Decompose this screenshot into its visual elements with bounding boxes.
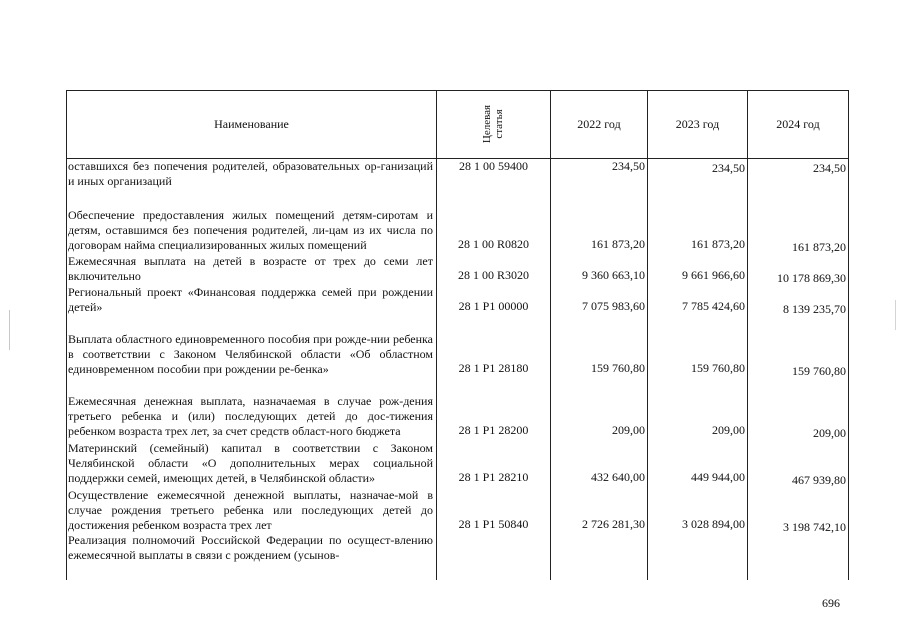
table-row (67, 533, 849, 581)
row-2023: 3 028 894,00 (648, 486, 748, 533)
table-row (67, 191, 849, 253)
header-year-2023: 2023 год (648, 91, 748, 159)
header-target-article-text (481, 105, 505, 143)
row-name: оставшихся без попечения родителей, образовательных ор-ганизаций и иных организаций (67, 159, 437, 191)
row-code: 28 1 00 59400 (437, 159, 551, 191)
row-2023: 209,00 (648, 377, 748, 439)
row-code: 28 1 00 R3020 (437, 253, 551, 284)
row-2022 (551, 533, 648, 581)
row-2024: 467 939,80 (748, 441, 849, 488)
row-2024: 234,50 (748, 161, 849, 193)
row-2023: 234,50 (648, 161, 748, 193)
header-target-article (437, 91, 551, 159)
row-name: Региональный проект «Финансовая поддержка семей при рождении детей» (67, 284, 437, 315)
row-2022: 161 873,20 (551, 191, 648, 253)
row-2024: 10 178 869,30 (748, 255, 849, 286)
table-header-row (67, 91, 849, 159)
header-year-2022: 2022 год (551, 91, 648, 159)
row-2024: 161 873,20 (748, 193, 849, 255)
header-target-line2: статья (493, 109, 506, 139)
row-name: Ежемесячная выплата на детей в возрасте от трех до семи лет включительно (67, 253, 437, 284)
row-2024: 209,00 (748, 379, 849, 441)
row-code: 28 1 P1 00000 (437, 284, 551, 315)
row-2022: 7 075 983,60 (551, 284, 648, 315)
budget-table (66, 90, 849, 580)
row-2022: 432 640,00 (551, 439, 648, 486)
row-name: Выплата областного единовременного пособия при рожде-нии ребенка в соответствии с Законом Челябинской области «Об областном единовременном пособии при рождении ре-бенка» (67, 315, 437, 377)
header-year-2024: 2024 год (748, 91, 849, 159)
row-name: Обеспечение предоставления жилых помещений детям-сиротам и детям, оставшимся без попечения родителей, ли-цам из их числа по договорам найма специализированных жилых помещений (67, 191, 437, 253)
scan-edge-mark-right (895, 300, 896, 330)
row-code: 28 1 P1 28180 (437, 315, 551, 377)
row-2024: 8 139 235,70 (748, 286, 849, 317)
row-2023: 159 760,80 (648, 315, 748, 377)
header-target-line1: Целевая (481, 104, 494, 144)
row-code: 28 1 P1 28200 (437, 377, 551, 439)
row-2023: 7 785 424,60 (648, 284, 748, 315)
row-code: 28 1 P1 50840 (437, 486, 551, 533)
row-2024: 3 198 742,10 (748, 488, 849, 535)
table-row (67, 284, 849, 315)
table-row (67, 315, 849, 377)
row-2023 (648, 533, 748, 581)
table-row (67, 439, 849, 486)
row-name: Материнский (семейный) капитал в соответствии с Законом Челябинской области «О дополнительных мерах социальной поддержки семей, имеющих детей, в Челябинской области» (67, 439, 437, 486)
row-code: 28 1 P1 28210 (437, 439, 551, 486)
row-name: Реализация полномочий Российской Федерации по осущест-влению ежемесячной выплаты в связи с рождением (усынов- (67, 533, 437, 581)
row-2023: 9 661 966,60 (648, 253, 748, 284)
table-row (67, 159, 849, 191)
row-2022: 159 760,80 (551, 315, 648, 377)
row-2022: 9 360 663,10 (551, 253, 648, 284)
table-row (67, 486, 849, 533)
row-2024 (748, 533, 849, 581)
row-name: Ежемесячная денежная выплата, назначаемая в случае рож-дения третьего ребенка и (или) последующих детей до дос-тижения ребенком возраста трех лет, за счет средств област-ного бюджета (67, 377, 437, 439)
table-row (67, 253, 849, 284)
page-number: 696 (822, 596, 840, 610)
row-code (437, 533, 551, 581)
row-2023: 449 944,00 (648, 439, 748, 486)
scan-edge-mark-left (9, 310, 10, 350)
row-2022: 209,00 (551, 377, 648, 439)
row-2022: 234,50 (551, 159, 648, 191)
row-2024: 159 760,80 (748, 317, 849, 379)
table-row (67, 377, 849, 439)
row-name: Осуществление ежемесячной денежной выплаты, назначае-мой в случае рождения третьего ребенка или последующих детей до достижения ребенком возраста трех лет (67, 486, 437, 533)
row-2023: 161 873,20 (648, 191, 748, 253)
header-name: Наименование (67, 91, 437, 159)
row-2022: 2 726 281,30 (551, 486, 648, 533)
row-code: 28 1 00 R0820 (437, 191, 551, 253)
